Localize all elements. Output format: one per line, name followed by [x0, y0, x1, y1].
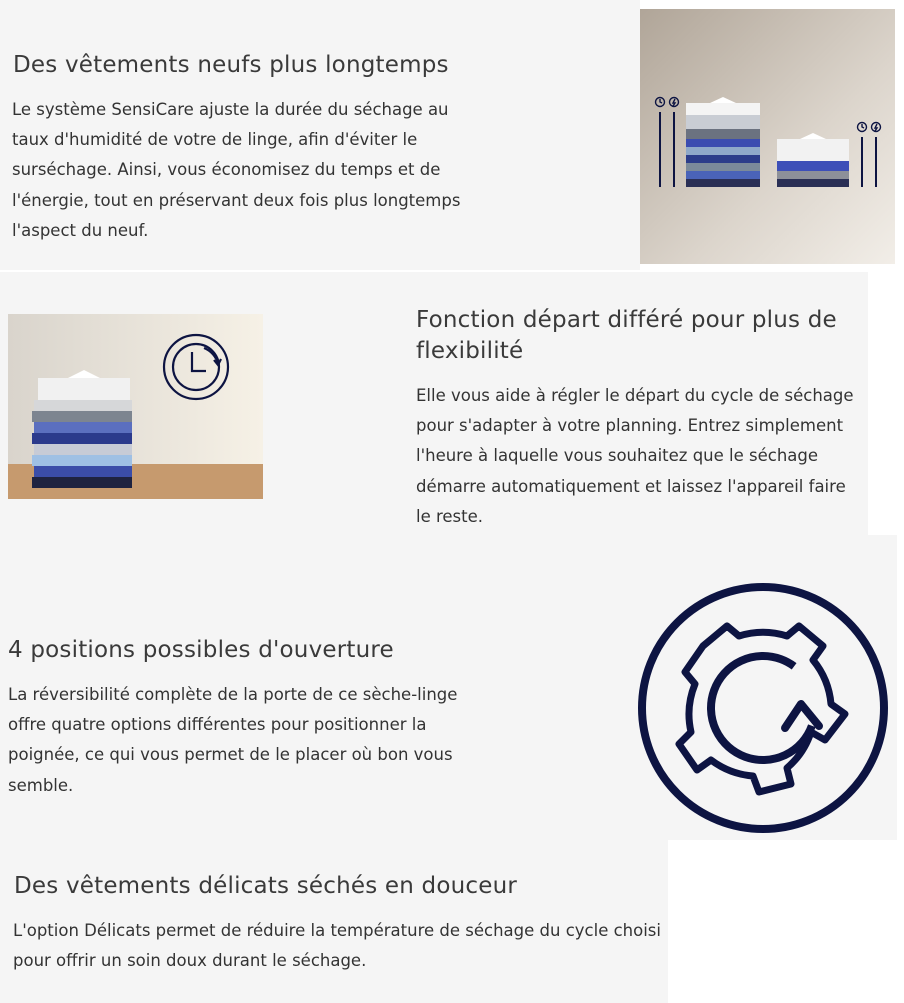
section-title-reversible-door: 4 positions possibles d'ouverture: [8, 637, 394, 663]
shirt-stack-clock-image: [8, 314, 263, 499]
shirts-stacks-image: [640, 9, 895, 264]
section-text-delayed-start: Elle vous aide à régler le départ du cycle de séchage pour s'adapter à votre planning. Entrez simplement l'heure à laquelle vous souhaitez que le séchage démarre automatiquement et laissez l'appareil faire le reste.: [416, 386, 854, 526]
right-shirt-stack: [777, 133, 849, 187]
left-shirt-stack: [686, 97, 760, 187]
section-title-sensicare: Des vêtements neufs plus longtemps: [13, 52, 449, 78]
section-title-delicates: Des vêtements délicats séchés en douceur: [14, 873, 518, 899]
section-text-reversible-door: La réversibilité complète de la porte de ce sèche-linge offre quatre options différentes pour positionner la poignée, ce qui vous permet de le placer où bon vous semble.: [8, 685, 458, 795]
shirt-stack: [32, 370, 132, 488]
section-title-delayed-start: Fonction départ différé pour plus de flexibilité: [416, 307, 837, 364]
section-text-delicates: L'option Délicats permet de réduire la température de séchage du cycle choisi pour offrir un soin doux durant le séchage.: [13, 921, 661, 971]
section-text-sensicare: Le système SensiCare ajuste la durée du séchage au taux d'humidité de votre de linge, afin d'éviter le surséchage. Ainsi, vous économisez du temps et de l'énergie, tout en préservant deux fois plus longtemps l'aspect du neuf.: [12, 100, 461, 240]
reversible-door-icon: [635, 580, 891, 836]
